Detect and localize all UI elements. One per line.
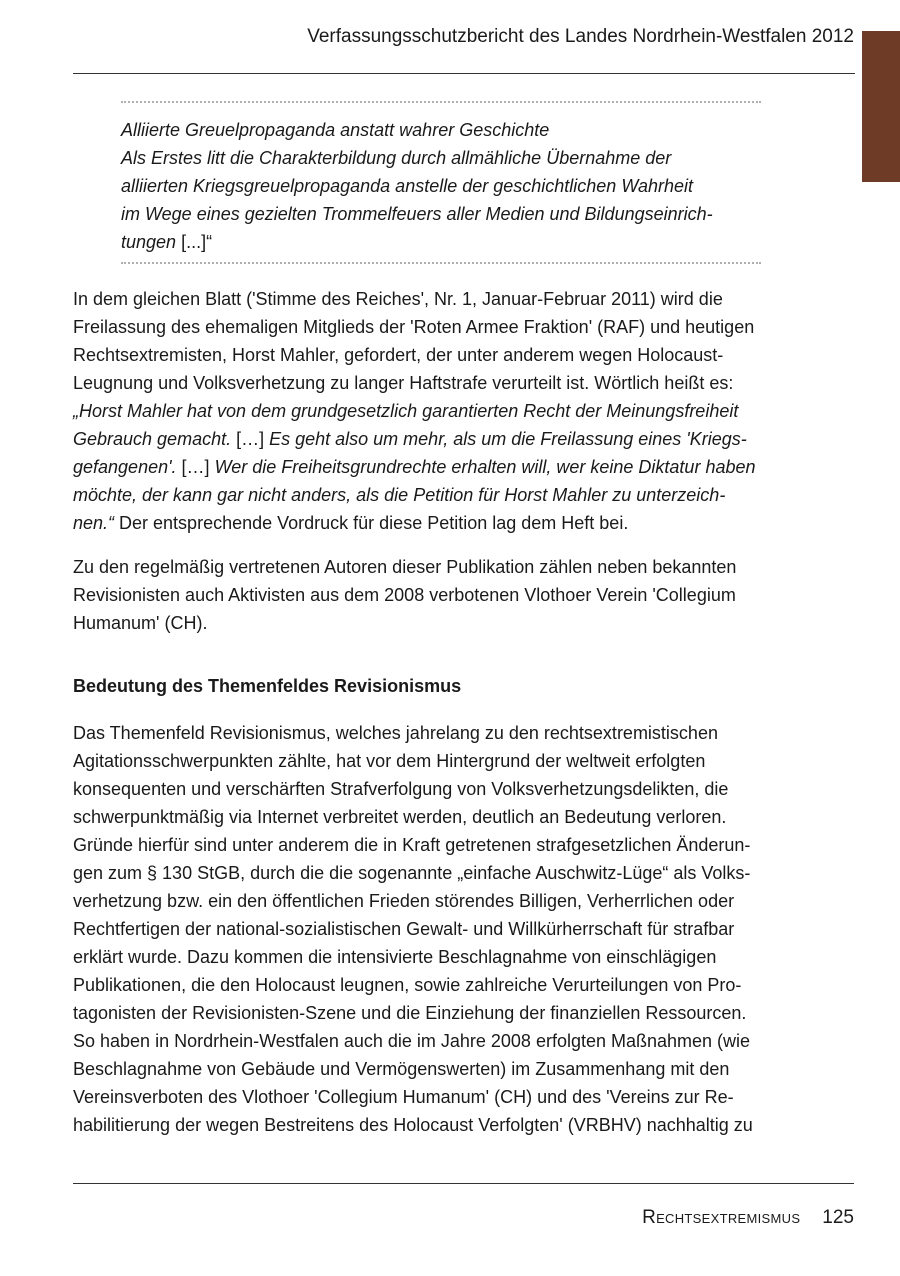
text-line — [73, 509, 813, 537]
footer-divider — [73, 1183, 854, 1184]
quote-line: alliierten Kriegsgreuelpropaganda anstelle der geschichtlichen Wahrheit — [121, 176, 694, 196]
quote-line — [121, 228, 761, 256]
page-number: 125 — [822, 1207, 854, 1228]
section-heading: Bedeutung des Themenfeldes Revisionismus — [73, 676, 462, 696]
text-line — [73, 453, 813, 481]
text-italic: gefangenen'. — [73, 457, 177, 477]
text-line: Zu den regelmäßig vertretenen Autoren dieser Publikation zählen neben bekannten — [73, 557, 737, 577]
text-line: habilitierung der wegen Bestreitens des Holocaust Verfolgten' (VRBHV) nachhaltig zu — [73, 1115, 753, 1135]
header-divider — [73, 73, 855, 74]
text-line: tagonisten der Revisionisten-Szene und die Einziehung der finanziellen Ressourcen. — [73, 1003, 747, 1023]
text-line: Rechtsextremisten, Horst Mahler, gefordert, der unter anderem wegen Holocaust- — [73, 345, 724, 365]
text-line: In dem gleichen Blatt ('Stimme des Reiches', Nr. 1, Januar-Februar 2011) wird die — [73, 289, 723, 309]
text-line: gen zum § 130 StGB, durch die die sogenannte „einfache Auschwitz-Lüge“ als Volks- — [73, 863, 751, 883]
block-quote — [121, 101, 761, 264]
text-ellipsis: […] — [231, 429, 270, 449]
text-line: schwerpunktmäßig via Internet verbreitet werden, deutlich an Bedeutung verloren. — [73, 807, 727, 827]
quote-line-ellipsis: [...]“ — [176, 232, 213, 252]
text-line: Vereinsverboten des Vlothoer 'Collegium Humanum' (CH) und des 'Vereins zur Re- — [73, 1087, 734, 1107]
chapter-color-tab — [862, 31, 900, 182]
text-line: Rechtfertigen der national-sozialistischen Gewalt- und Willkürherrschaft für strafbar — [73, 919, 735, 939]
text-italic: Es geht also um mehr, als um die Freilassung eines 'Kriegs- — [269, 429, 747, 449]
paragraph-stimme-des-reiches — [73, 285, 813, 537]
text-line: verhetzung bzw. ein den öffentlichen Frieden störendes Billigen, Verherrlichen oder — [73, 891, 735, 911]
page-footer — [642, 1207, 854, 1229]
text-line: Agitationsschwerpunkten zählte, hat vor dem Hintergrund der weltweit erfolgten — [73, 751, 706, 771]
quote-line: Alliierte Greuelpropaganda anstatt wahrer Geschichte — [121, 120, 550, 140]
page-header-title: Verfassungsschutzbericht des Landes Nordrhein-Westfalen 2012 — [307, 26, 854, 47]
paragraph-revisionismus — [73, 719, 813, 1139]
text-line: konsequenten und verschärften Strafverfolgung von Volksverhetzungsdelikten, die — [73, 779, 729, 799]
text-line — [73, 425, 813, 453]
text-line: „Horst Mahler hat von dem grundgesetzlich garantierten Recht der Meinungsfreiheit — [73, 401, 739, 421]
quote-line: im Wege eines gezielten Trommelfeuers aller Medien und Bildungseinrich- — [121, 204, 713, 224]
text-line: Gründe hierfür sind unter anderem die in Kraft getretenen strafgesetzlichen Änderun- — [73, 835, 751, 855]
text-italic: Gebrauch gemacht. — [73, 429, 232, 449]
text-line: Freilassung des ehemaligen Mitglieds der 'Roten Armee Fraktion' (RAF) und heutigen — [73, 317, 755, 337]
text-italic: Wer die Freiheitsgrundrechte erhalten will, wer keine Diktatur haben — [214, 457, 756, 477]
text-line: Leugnung und Volksverhetzung zu langer Haftstrafe verurteilt ist. Wörtlich heißt es: — [73, 373, 734, 393]
text-italic: nen.“ — [73, 513, 115, 533]
text-line: Das Themenfeld Revisionismus, welches jahrelang zu den rechtsextremistischen — [73, 723, 718, 743]
text-line: Humanum' (CH). — [73, 613, 208, 633]
text-line: erklärt wurde. Dazu kommen die intensivierte Beschlagnahme von einschlägigen — [73, 947, 717, 967]
text-ellipsis: […] — [176, 457, 215, 477]
footer-section-label: Rechtsextremismus — [642, 1207, 801, 1228]
paragraph-autoren — [73, 553, 813, 637]
text-line: möchte, der kann gar nicht anders, als die Petition für Horst Mahler zu unterzeich- — [73, 485, 726, 505]
text-upright: Der entsprechende Vordruck für diese Petition lag dem Heft bei. — [114, 513, 629, 533]
quote-line-italic: tungen — [121, 232, 177, 252]
text-line: Beschlagnahme von Gebäude und Vermögenswerten) im Zusammenhang mit den — [73, 1059, 730, 1079]
text-line: So haben in Nordrhein-Westfalen auch die im Jahre 2008 erfolgten Maßnahmen (wie — [73, 1031, 751, 1051]
quote-text — [121, 103, 761, 262]
text-line: Revisionisten auch Aktivisten aus dem 2008 verbotenen Vlothoer Verein 'Collegium — [73, 585, 736, 605]
text-line: Publikationen, die den Holocaust leugnen, sowie zahlreiche Verurteilungen von Pro- — [73, 975, 742, 995]
quote-line: Als Erstes litt die Charakterbildung durch allmähliche Übernahme der — [121, 148, 672, 168]
quote-bottom-divider — [121, 262, 761, 264]
